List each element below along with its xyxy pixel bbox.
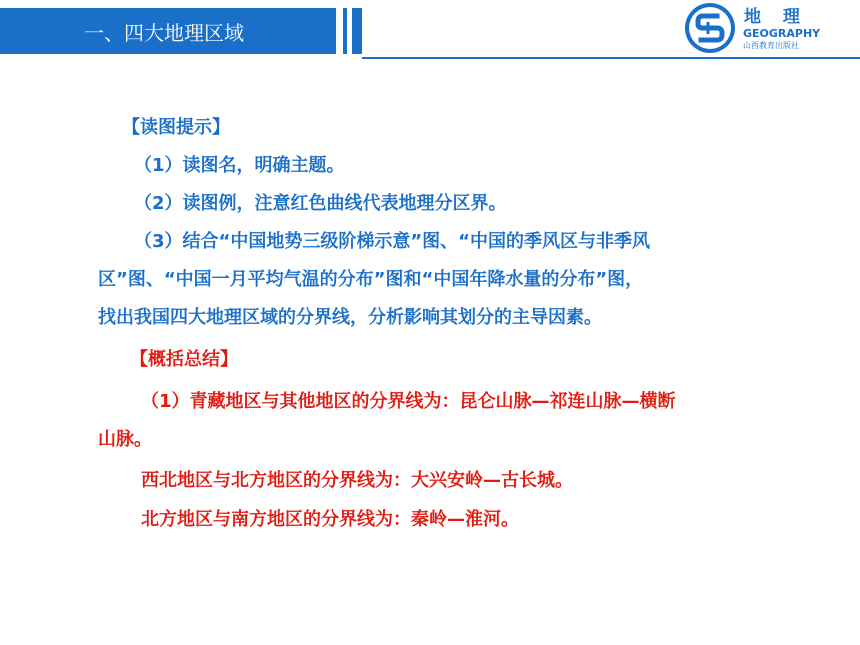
slide-header — [0, 0, 860, 58]
logo-title: 地 理 — [744, 7, 808, 27]
reading-tip-line: （1）读图名，明确主题。 — [134, 155, 345, 176]
reading-tip-line: 找出我国四大地理区域的分界线，分析影响其划分的主导因素。 — [98, 307, 602, 328]
reading-tip-line: （2）读图例，注意红色曲线代表地理分区界。 — [134, 193, 507, 214]
summary-line: （1）青藏地区与其他地区的分界线为：昆仑山脉—祁连山脉—横断 — [141, 391, 676, 412]
publisher-logo-icon — [685, 3, 735, 53]
reading-tips-heading: 【读图提示】 — [122, 117, 230, 138]
reading-tip-line: （3）结合“中国地势三级阶梯示意”图、“中国的季风区与非季风 — [134, 231, 651, 252]
header-accent-bar — [352, 8, 362, 54]
logo-publisher: 山西教育出版社 — [743, 41, 799, 50]
header-divider — [362, 57, 860, 59]
logo-subtitle: GEOGRAPHY — [743, 27, 821, 40]
summary-line: 北方地区与南方地区的分界线为：秦岭—淮河。 — [141, 509, 519, 530]
slide-title: 一、四大地理区域 — [84, 21, 244, 45]
reading-tip-line: 区”图、“中国一月平均气温的分布”图和“中国年降水量的分布”图， — [98, 269, 644, 290]
header-accent-bar — [343, 8, 347, 54]
summary-line: 西北地区与北方地区的分界线为：大兴安岭—古长城。 — [141, 470, 573, 491]
summary-line: 山脉。 — [98, 429, 152, 450]
summary-heading: 【概括总结】 — [130, 349, 238, 370]
